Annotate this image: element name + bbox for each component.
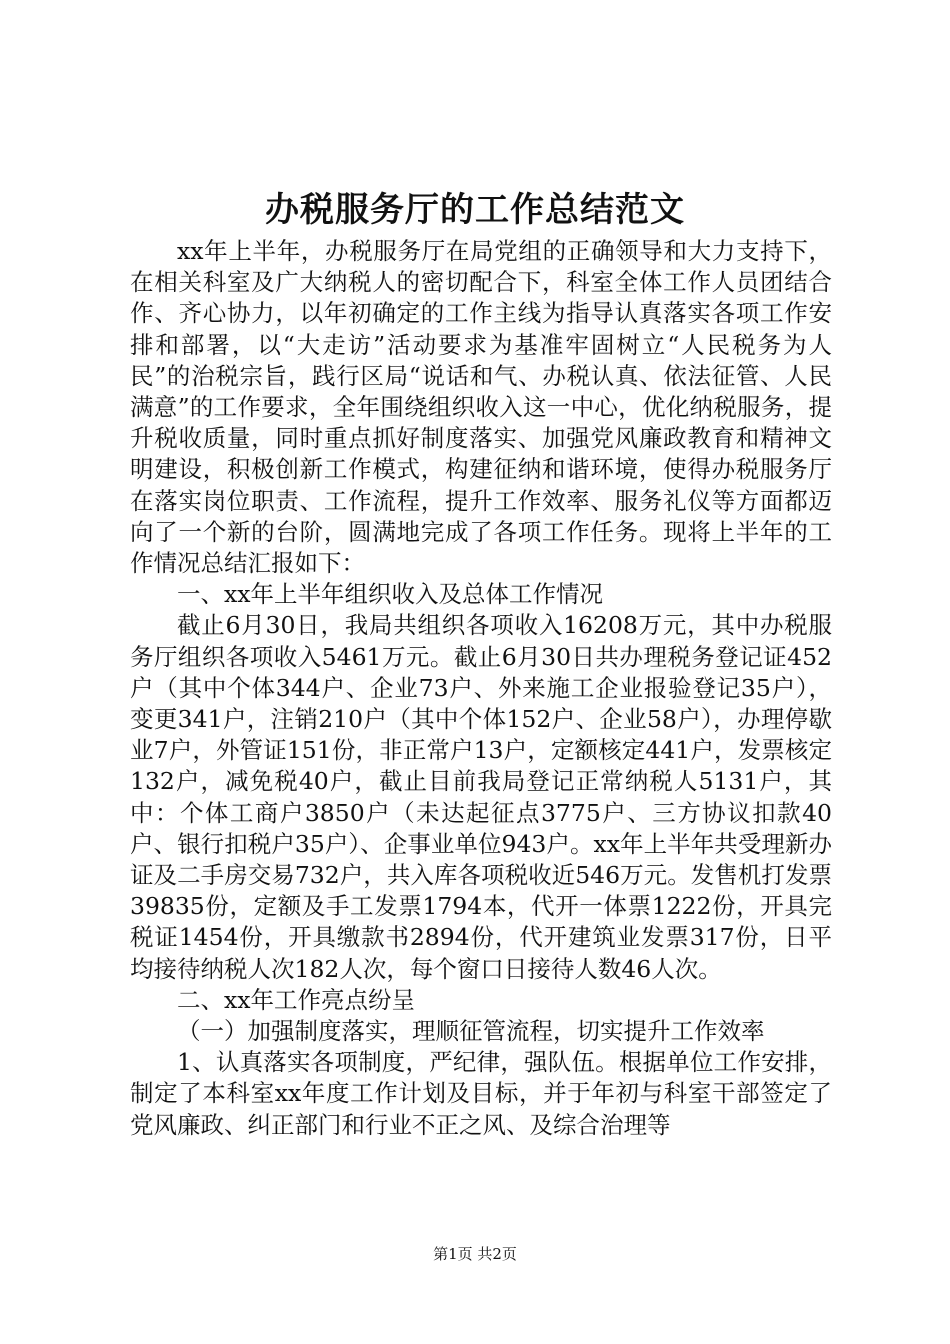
paragraph-item-1: 1、认真落实各项制度，严纪律，强队伍。根据单位工作安排，制定了本科室xx年度工作计划及目标，并于年初与科室干部签定了党风廉政、纠正部门和行业不正之风、及综合治理等 [130,1048,832,1139]
section-heading-1: 一、xx年上半年组织收入及总体工作情况 [177,580,604,609]
document-title: 办税服务厅的工作总结范文 [265,190,685,230]
paragraph-revenue-summary: 截止6月30日，我局共组织各项收入16208万元，其中办税服务厅组织各项收入5461万元。截止6月30日共办理税务登记证452户（其中个体344户、企业73户、外来施工企业报验登记35户），变更341户，注销210户（其中个体152户、企业58户），办理停歇业7户，外管证151份，非正常户13户，定额核定441户，发票核定132户，减免税40户，截止目前我局登记正常纳税人5131户，其中：个体工商户3850户（未达起征点3775户、三方协议扣款40户、银行扣税户35户）、企事业单位943户。xx年上半年共受理新办证及二手房交易732户，共入库各项税收近546万元。发售机打发票39835份，定额及手工发票1794本，代开一体票1222份，开具完税证1454份，开具缴款书2894份，代开建筑业发票317份，日平均接待纳税人次182人次，每个窗口日接待人数46人次。 [130,611,832,983]
paragraph-intro: xx年上半年，办税服务厅在局党组的正确领导和大力支持下，在相关科室及广大纳税人的密切配合下，科室全体工作人员团结合作、齐心协力，以年初确定的工作主线为指导认真落实各项工作安排和部署，以“大走访”活动要求为基准牢固树立“人民税务为人民”的治税宗旨，践行区局“说话和气、办税认真、依法征管、人民满意”的工作要求，全年围绕组织收入这一中心，优化纳税服务，提升税收质量，同时重点抓好制度落实、加强党风廉政教育和精神文明建设，积极创新工作模式，构建征纳和谐环境，使得办税服务厅在落实岗位职责、工作流程，提升工作效率、服务礼仪等方面都迈向了一个新的台阶，圆满地完成了各项工作任务。现将上半年的工作情况总结汇报如下： [130,237,832,578]
subsection-heading-1: （一）加强制度落实，理顺征管流程，切实提升工作效率 [177,1017,765,1046]
section-heading-2: 二、xx年工作亮点纷呈 [177,985,416,1014]
page-number: 第1页 共2页 [433,1245,517,1263]
document-body [130,236,832,1141]
